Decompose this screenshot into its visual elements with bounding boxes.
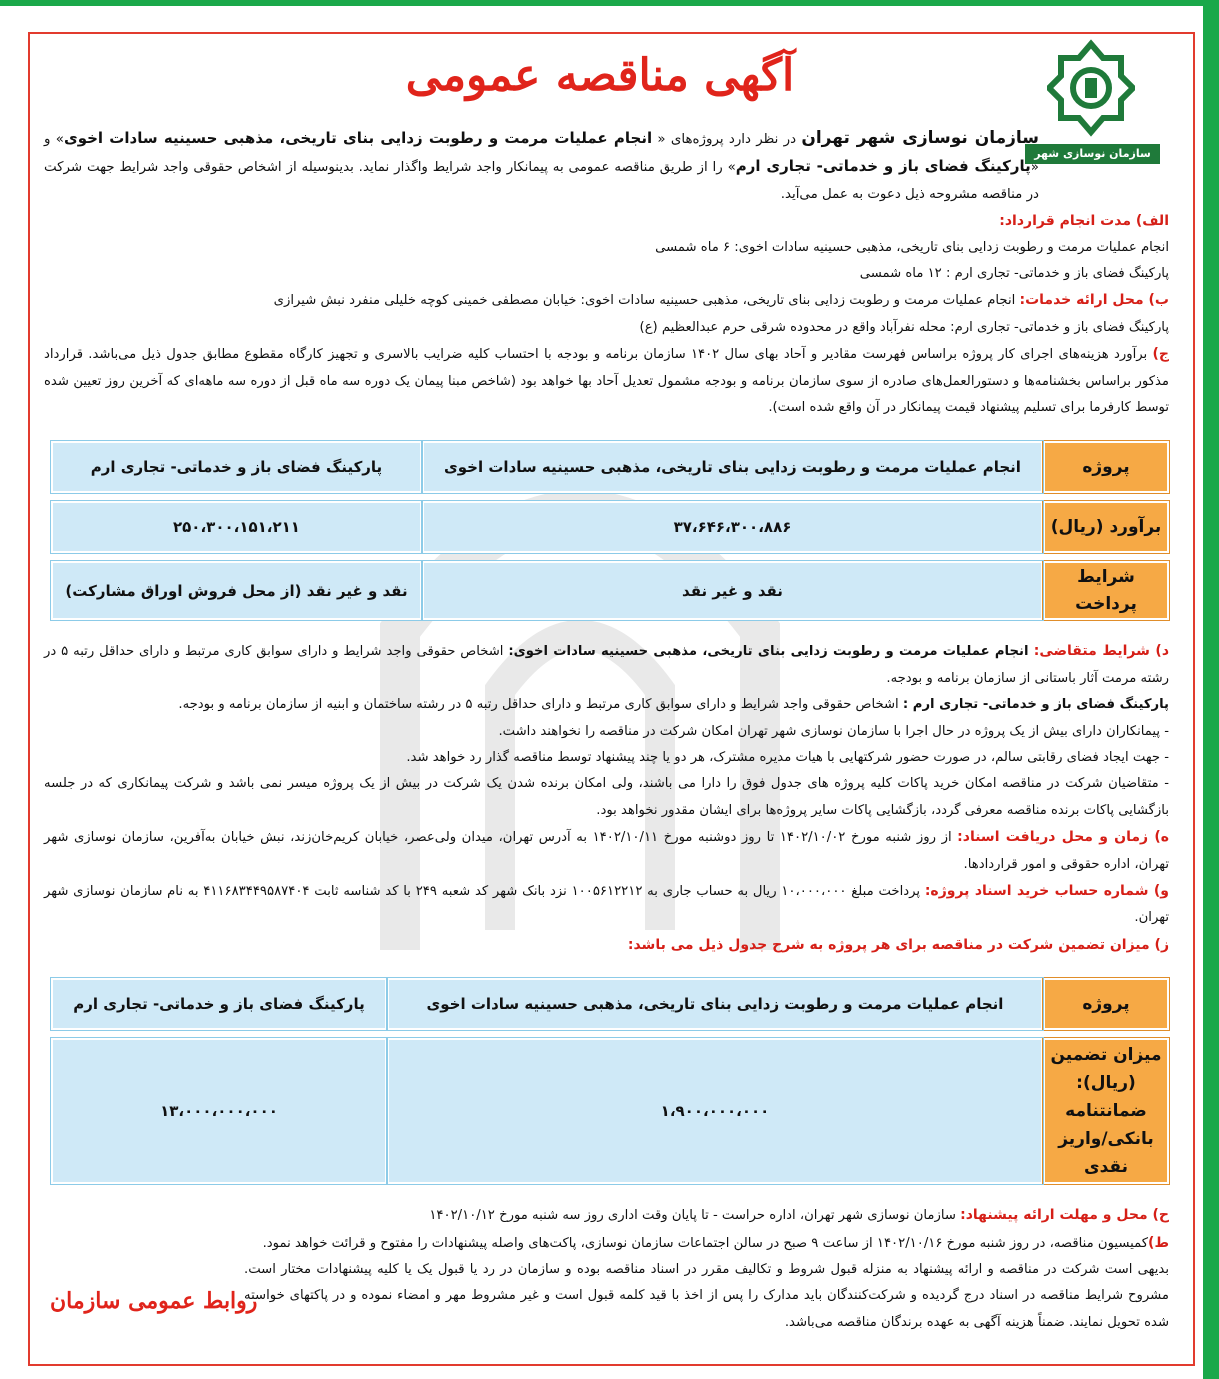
ad-body	[44, 40, 1169, 1336]
table-cell: پارکینگ فضای باز و خدماتی- تجاری ارم	[51, 978, 387, 1030]
estimate-text: برآورد هزینه‌های اجرای کار پروژه براساس فهرست مقادیر و آحاد بهای سال ۱۴۰۲ سازمان برنامه و بودجه با احتساب کلیه ضرایب بالاسری و تجهیز کارگاه مقطوع مطابق جدول ذیل می‌باشد. قرارداد مذکور براساس بخشنامه‌ها و دستورالعمل‌های صادره از سوی سازمان برنامه و بودجه مشمول تعدیل آحاد بها خواهد بود (شاخص مبنا پیمان یک دوره سه ماه قبل از دوره سه ماهه‌ای که آخرین روز تعیین شده توسط کارفرما برای تسلیم پیشنهاد قیمت پیمانکار در آن واقع شده است).	[44, 347, 1169, 416]
section-he-offer-label: ح) محل و مهلت ارائه پیشنهاد:	[960, 1207, 1169, 1224]
intro-text: » و «	[44, 132, 1039, 176]
top-green-strip	[0, 0, 1219, 6]
ad-title: آگهی مناقصه عمومی	[405, 50, 795, 101]
terms-text: بدیهی است شرکت در مناقصه و ارائه پیشنهاد به منزله قبول شروط و تکالیف مقرر در اسناد مناقصه بوده و سازمان در رد یا قبول یک یا کلیه پیشنهادات مختار است. مشروح شرایط مناقصه در اسناد درج گردیده و شرکت‌کنندگان باید مدارک را پس از اخذ با قید کلمه قبول است و غیر مشروط مهر و امضاء نموده و در پاکتهای خواسته شده تحویل نمایند. ضمناً هزینه آگهی به عهده برندگان مناقصه می‌باشد.	[244, 1261, 1169, 1330]
account-text: پرداخت مبلغ ۱۰،۰۰۰،۰۰۰ ریال به حساب جاری به ۱۰۰۵۶۱۲۲۱۲ نزد بانک شهر کد شعبه ۲۴۹ با کد شناسه ثابت ۴۱۱۶۸۳۴۴۹۵۸۷۴۰۴ به نام سازمان نوسازی شهر تهران.	[44, 883, 1169, 926]
section-vav	[44, 878, 1169, 932]
project-1-name: انجام عملیات مرمت و رطوبت زدایی بنای تاریخی، مذهبی حسینیه سادات اخوی:	[508, 644, 1034, 660]
table-cell: ۱۳،۰۰۰،۰۰۰،۰۰۰	[51, 1038, 387, 1184]
duration-line: انجام عملیات مرمت و رطوبت زدایی بنای تاریخی، مذهبی حسینیه سادات اخوی: ۶ ماه شمسی	[655, 239, 1169, 255]
section-be	[44, 287, 1169, 314]
org-name: سازمان نوسازی شهر تهران	[801, 128, 1040, 148]
table-cell: ۲۵۰،۳۰۰،۱۵۱،۲۱۱	[51, 501, 422, 553]
section-he-offer	[44, 1202, 1169, 1229]
duration-line: پارکینگ فضای باز و خدماتی- تجاری ارم : ۱۲ ماه شمسی	[859, 266, 1169, 282]
table-row	[51, 1038, 1169, 1184]
table-row	[51, 561, 1169, 620]
table-cell: ۳۷،۶۴۶،۳۰۰،۸۸۶	[422, 501, 1043, 553]
project-2-name: پارکینگ فضای باز و خدماتی- تجاری ارم	[735, 157, 1031, 176]
location-line: انجام عملیات مرمت و رطوبت زدایی بنای تاریخی، مذهبی حسینیه سادات اخوی: خیابان مصطفی خمینی کوچه خلیلی منفرد نبش شیرازی	[273, 293, 1020, 309]
logo-label: سازمان نوسازی شهر تهران	[1025, 144, 1160, 164]
commission-text: کمیسیون مناقصه، در روز شنبه مورخ ۱۴۰۲/۱۰/۱۶ از ساعت ۹ صبح در سالن اجتماعات سازمان نوسازی، پاکت‌های واصله پیشنهادات را مفتوح و قرائت خواهد نمود.	[262, 1235, 1149, 1251]
signature: روابط عمومی سازمان	[50, 1288, 258, 1314]
estimate-table	[51, 433, 1169, 628]
section-be-label: ب) محل ارائه خدمات:	[1019, 292, 1169, 309]
section-jim	[44, 341, 1169, 421]
table-row	[51, 441, 1169, 493]
guarantee-table	[51, 970, 1169, 1192]
section-he	[44, 824, 1169, 878]
section-vav-label: و) شماره حساب خرید اسناد پروژه:	[924, 882, 1170, 899]
row-header: میزان تضمین (ریال): ضمانتنامه بانکی/واریز نقدی	[1043, 1038, 1169, 1184]
bullet-item: - جهت ایجاد فضای رقابتی سالم، در صورت حضور شرکتهایی با هیات مدیره مشترک، هر دو یا چند پیشنهاد توسط مناقصه گذار رد خواهد شد.	[406, 749, 1169, 765]
offer-text: سازمان نوسازی شهر تهران، اداره حراست - تا پایان وقت اداری روز سه شنبه مورخ ۱۴۰۲/۱۰/۱۲	[429, 1208, 961, 1224]
section-alef-label: الف) مدت انجام قرارداد:	[999, 213, 1169, 230]
intro-text: » را از طریق مناقصه عمومی به پیمانکار واجد شرایط واگذار نماید. بدینوسیله از اشخاص حقوقی واجد شرایط جهت شرکت در مناقصه مشروحه ذیل دعوت به عمل می‌آید.	[44, 160, 1039, 202]
row-header: برآورد (ریال)	[1043, 501, 1169, 553]
bullet-item: - متقاضیان شرکت در مناقصه امکان خرید پاکات کلیه پروژه های جدول فوق را دارا می باشند، ولی امکان برنده شدن یک شرکت در بیش از یک پروژه میسر نمی باشد و شرکت پیمانکاری که در جلسه بازگشایی پاکات برنده مناقصه معرفی گردد، بازگشایی پاکات سایر پروژه‌ها برای ایشان مقدور نخواهد بود.	[44, 776, 1169, 818]
project-2-name: پارکینگ فضای باز و خدماتی- تجاری ارم :	[902, 697, 1169, 713]
side-green-bar	[1203, 0, 1219, 1379]
row-header: شرایط پرداخت	[1043, 561, 1169, 620]
requirement-2	[44, 692, 1169, 718]
location-line: پارکینگ فضای باز و خدماتی- تجاری ارم: محله نفرآباد واقع در محدوده شرقی حرم عبدالعظیم (ع)	[639, 319, 1169, 335]
bullet-item: - پیمانکاران دارای بیش از یک پروژه در حال اجرا با سازمان نوسازی شهر تهران امکان شرکت در مناقصه را نخواهند داشت.	[498, 723, 1169, 739]
project-1-name: انجام عملیات مرمت و رطوبت زدایی بنای تاریخی، مذهبی حسینیه سادات اخوی	[63, 129, 653, 147]
table-cell: ۱،۹۰۰،۰۰۰،۰۰۰	[387, 1038, 1043, 1184]
section-ze-label: ز) میزان تضمین شرکت در مناقصه برای هر پروژه به شرح جدول ذیل می باشد:	[627, 936, 1169, 953]
table-cell: انجام عملیات مرمت و رطوبت زدایی بنای تاریخی، مذهبی حسینیه سادات اخوی	[422, 441, 1043, 493]
intro-paragraph	[44, 125, 1039, 208]
documents-text: از روز شنبه مورخ ۱۴۰۲/۱۰/۰۲ تا روز دوشنبه مورخ ۱۴۰۲/۱۰/۱۱ به آدرس تهران، میدان ولی‌عصر، خیابان کریم‌خان‌زند، نبش خیابان به‌آفرین، سازمان نوسازی شهر تهران، اداره حقوقی و امور قراردادها.	[44, 830, 1169, 872]
table-cell: نقد و غیر نقد	[422, 561, 1043, 620]
intro-text: در نظر دارد پروژه‌های «	[652, 132, 802, 147]
table-cell: پارکینگ فضای باز و خدماتی- تجاری ارم	[51, 441, 422, 493]
section-dal-label: د) شرایط متقاضی:	[1033, 643, 1169, 660]
table-cell: نقد و غیر نقد (از محل فروش اوراق مشارکت)	[51, 561, 422, 620]
section-he-label: ه) زمان و محل دریافت اسناد:	[957, 829, 1170, 846]
table-row	[51, 978, 1169, 1030]
table-row	[51, 501, 1169, 553]
row-header: پروژه	[1043, 978, 1169, 1030]
requirement-text: اشخاص حقوقی واجد شرایط و دارای سوابق کاری مرتبط و دارای حداقل رتبه ۵ در رشته ساختمان و ابنیه از سازمان برنامه و بودجه.	[178, 697, 903, 713]
requirement-text: اشخاص حقوقی واجد شرایط و دارای سوابق کاری مرتبط و دارای حداقل رتبه ۵ در رشته مرمت آثار باستانی از سازمان برنامه و بودجه.	[44, 644, 1169, 686]
row-header: پروژه	[1043, 441, 1169, 493]
table-cell: انجام عملیات مرمت و رطوبت زدایی بنای تاریخی، مذهبی حسینیه سادات اخوی	[387, 978, 1043, 1030]
section-jim-label: ج)	[1152, 346, 1169, 363]
section-ta-label: ط)	[1148, 1234, 1169, 1251]
section-dal	[44, 638, 1169, 692]
section-ta	[44, 1230, 1169, 1257]
